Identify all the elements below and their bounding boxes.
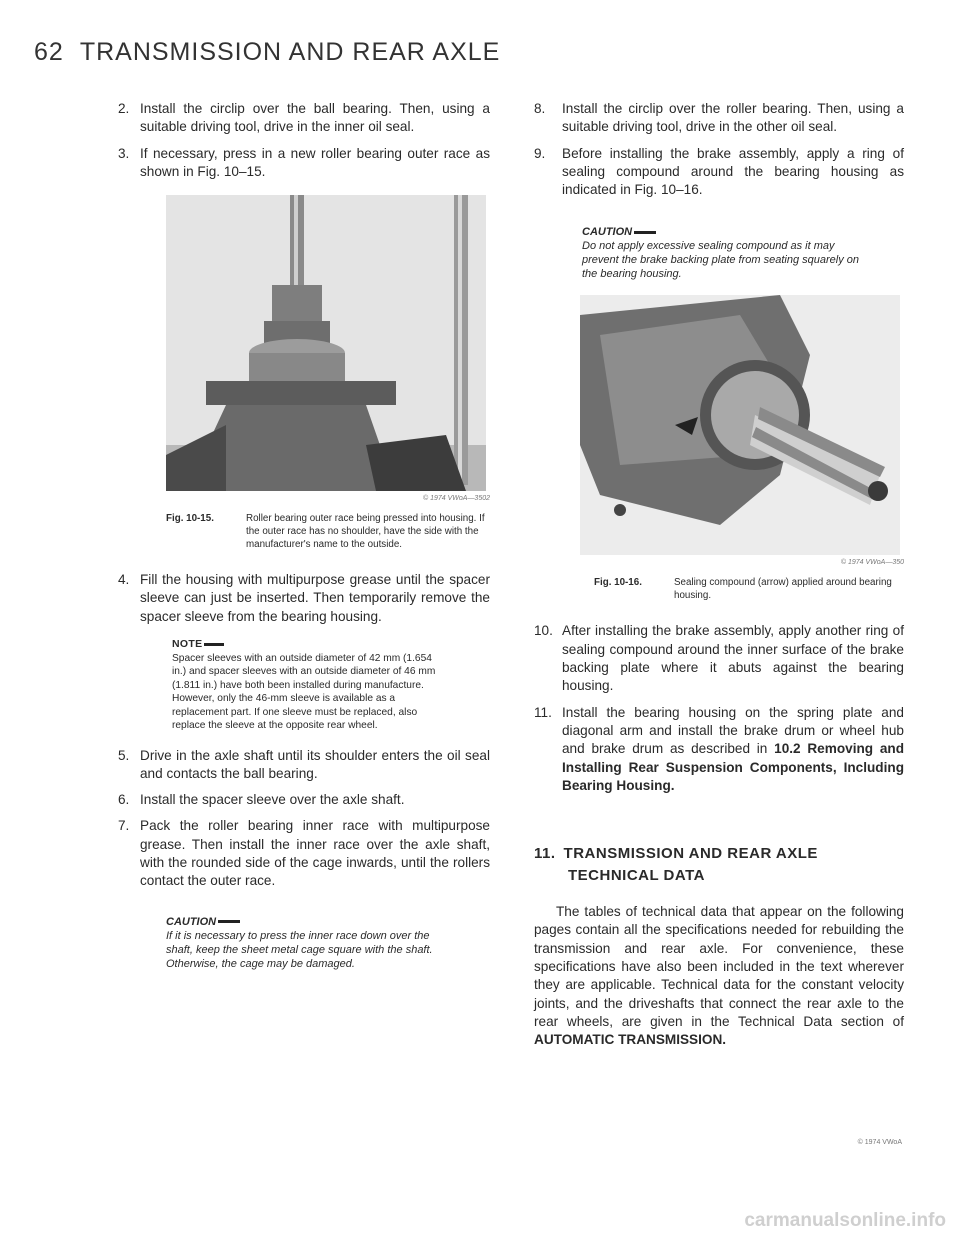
note-text: Spacer sleeves with an outside diameter of 42 mm (1.654 in.) and spacer sleeves with an outside diameter of 46 mm (1.811 in.) have both been installed during manufacture. However, only the 46-mm sleeve is available as a replacement part. If one sleeve must be replaced, also replace the sleeve at the opposite rear wheel. [172,652,436,732]
caution-text: If it is necessary to press the inner race down over the shaft, keep the sheet metal cage square with the shaft. Otherwise, the cage may be damaged. [166,929,433,970]
chapter-title: TRANSMISSION AND REAR AXLE [79,38,501,66]
section-number: 11. [534,845,556,863]
page-number: 62 [34,38,64,66]
section-title-line1: TRANSMISSION AND REAR AXLE [563,845,818,863]
figure-caption [594,576,904,602]
left-column [118,100,490,985]
bearing-housing-photo [580,295,900,555]
section-title-line2: TECHNICAL DATA [568,867,705,885]
cross-reference: AUTOMATIC TRANSMISSION. [534,1032,727,1048]
step-11: 11. Install the bearing housing on the spring plate and diagonal arm and install the brake drum or wheel hub and brake drum as described in 10.2 Removing and Installing Rear Suspension Components, Including Bearing Housing. [534,704,905,793]
figure-caption [166,512,490,551]
end-credit: © 1974 VWoA [857,1139,902,1146]
step-6: 6. Install the spacer sleeve over the axle shaft. [118,792,405,808]
caution-box [582,225,872,281]
step-10: 10. After installing the brake assembly, apply another ring of sealing compound around the inner surface of the brake backing plate where it abuts against the bearing housing. [534,623,904,694]
figure-caption-text: Roller bearing outer race being pressed into housing. If the outer race has no shoulder, have the side with the manufacturer's name to the outside. [246,513,485,551]
figure-label: Fig. 10-15. [166,513,214,525]
note-box [172,638,436,733]
caution-title: CAUTION [166,915,456,929]
figure-label: Fig. 10-16. [594,577,642,589]
step-7: 7. Pack the roller bearing inner race with multipurpose grease. Then install the inner race over the axle shaft, with the rounded side of the cage inwards, until the rollers contact the outer race. [118,818,490,889]
right-column [534,100,904,1050]
caution-box [166,915,456,971]
section-paragraph: The tables of technical data that appear on the following pages contain all the specifications needed for rebuilding the transmission and rear axle. For convenience, these specifications have also been included in the text wherever they are applicable. Technical data for the constant velocity joints, and the driveshafts that connect the rear axle to the rear wheels, are given in the Technical Data section of AUTOMATIC TRANSMISSION. [534,904,904,1048]
cross-reference: 10.2 Removing and Installing Rear Suspension Components, Including Bearing Housing. [562,741,905,793]
page-header [34,38,500,67]
watermark: carmanualsonline.info [744,1210,946,1231]
step-4: 4. Fill the housing with multipurpose grease until the spacer sleeve can just be inserted. Then temporarily remove the spacer sleeve from the bearing housing. [118,572,490,624]
note-title: NOTE [172,638,436,652]
caution-text: Do not apply excessive sealing compound as it may prevent the brake backing plate from seating squarely on the bearing housing. [582,240,859,281]
step-8: 8. Install the circlip over the roller bearing. Then, using a suitable driving tool, drive in the other oil seal. [534,101,904,135]
figure-credit: © 1974 VWoA—350 [840,559,904,567]
caution-title: CAUTION [582,225,872,239]
step-9: 9. Before installing the brake assembly, apply a ring of sealing compound around the bearing housing as indicated in Fig. 10–16. [534,145,904,198]
figure-credit: © 1974 VWoA—3502 [422,495,490,503]
bearing-press-photo [166,195,486,491]
figure-10-16-photo [580,295,900,555]
step-3: 3. If necessary, press in a new roller bearing outer race as shown in Fig. 10–15. [118,145,490,179]
step-5: 5. Drive in the axle shaft until its shoulder enters the oil seal and contacts the ball bearing. [118,747,490,781]
step-2: 2. Install the circlip over the ball bearing. Then, using a suitable driving tool, drive in the inner oil seal. [118,101,490,135]
figure-caption-text: Sealing compound (arrow) applied around bearing housing. [674,577,892,602]
section-heading [534,843,904,887]
figure-10-15-photo [166,195,486,491]
